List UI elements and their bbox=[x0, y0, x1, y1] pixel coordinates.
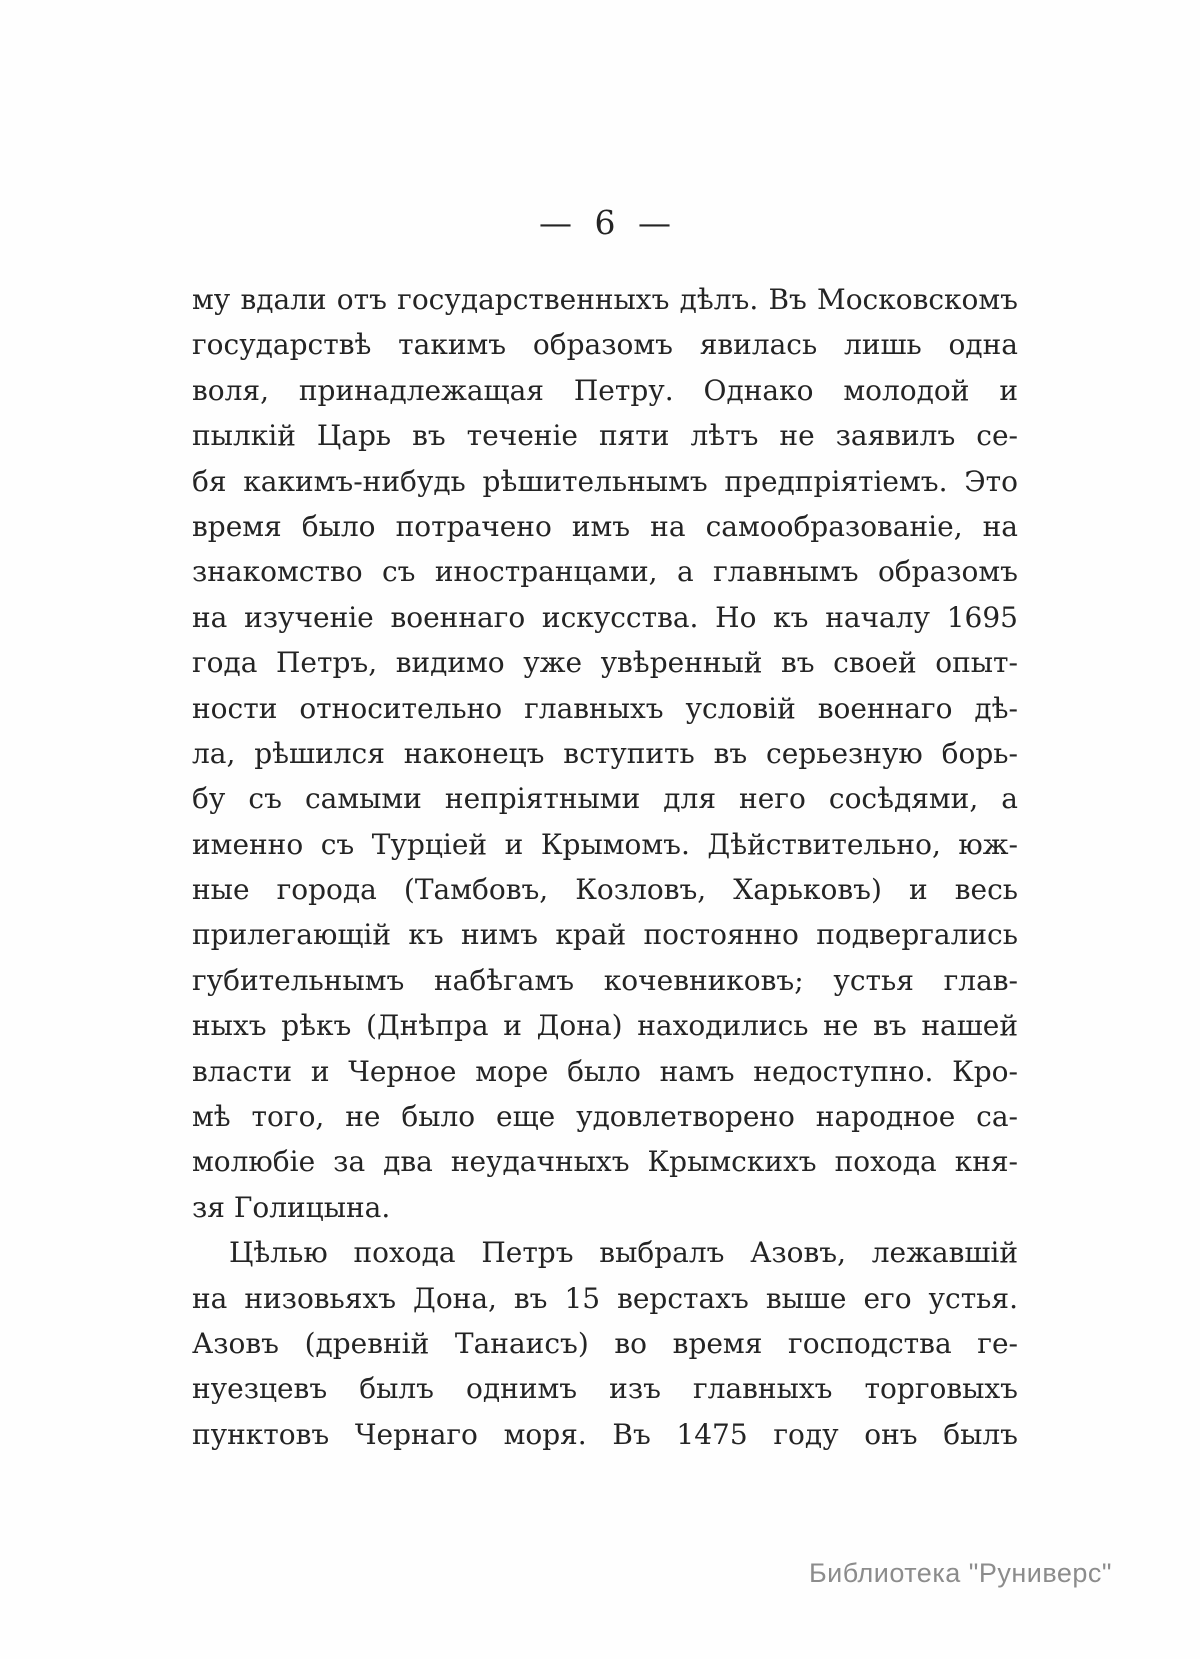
text-line: знакомство съ иностранцами, а главнымъ образомъ bbox=[192, 555, 1018, 589]
text-line: мѣ того, не было еще удовлетворено народное са- bbox=[192, 1100, 1018, 1134]
text-line: именно съ Турціей и Крымомъ. Дѣйствительно, юж- bbox=[192, 827, 1018, 861]
text-line: бя какимъ-нибудь рѣшительнымъ предпріятіемъ. Это bbox=[192, 464, 1018, 498]
body-text bbox=[192, 277, 1018, 1457]
text-line: ные города (Тамбовъ, Козловъ, Харьковъ) и весь bbox=[192, 873, 1018, 907]
text-line: на низовьяхъ Дона, въ 15 верстахъ выше его устья. bbox=[192, 1281, 1018, 1315]
text-line: на изученіе военнаго искусства. Но къ началу 1695 bbox=[192, 600, 1018, 634]
text-line: Цѣлью похода Петръ выбралъ Азовъ, лежавшій bbox=[229, 1236, 1018, 1270]
text-line: года Петръ, видимо уже увѣренный въ своей опыт- bbox=[192, 646, 1018, 680]
text-line: нуезцевъ былъ однимъ изъ главныхъ торговыхъ bbox=[192, 1372, 1018, 1406]
text-line: прилегающій къ нимъ край постоянно подвергались bbox=[192, 918, 1018, 952]
text-line: пылкій Царь въ теченіе пяти лѣтъ не заявилъ се- bbox=[192, 419, 1018, 453]
text-line: воля, принадлежащая Петру. Однако молодой и bbox=[192, 373, 1018, 407]
text-line: зя Голицына. bbox=[192, 1190, 391, 1224]
text-line: губительнымъ набѣгамъ кочевниковъ; устья глав- bbox=[192, 963, 1018, 997]
text-line: время было потрачено имъ на самообразованіе, на bbox=[192, 509, 1018, 543]
text-line: молюбіе за два неудачныхъ Крымскихъ похода кня- bbox=[192, 1145, 1018, 1179]
text-line: ла, рѣшился наконецъ вступить въ серьезную борь- bbox=[192, 736, 1018, 770]
text-line: ности относительно главныхъ условій военнаго дѣ- bbox=[192, 691, 1018, 725]
text-line: государствѣ такимъ образомъ явилась лишь одна bbox=[192, 328, 1018, 362]
text-line: пунктовъ Чернаго моря. Въ 1475 году онъ былъ bbox=[192, 1417, 1018, 1451]
text-line: ныхъ рѣкъ (Днѣпра и Дона) находились не въ нашей bbox=[192, 1009, 1018, 1043]
text-line: бу съ самыми непріятными для него сосѣдями, а bbox=[192, 782, 1018, 816]
page-number: — 6 — bbox=[539, 203, 671, 242]
library-watermark: Библиотека "Руниверс" bbox=[808, 1558, 1112, 1588]
text-line: власти и Черное море было намъ недоступно. Кро- bbox=[192, 1054, 1018, 1088]
text-line: му вдали отъ государственныхъ дѣлъ. Въ Московскомъ bbox=[192, 283, 1018, 316]
text-line: Азовъ (древній Танаисъ) во время господства ге- bbox=[192, 1326, 1018, 1360]
